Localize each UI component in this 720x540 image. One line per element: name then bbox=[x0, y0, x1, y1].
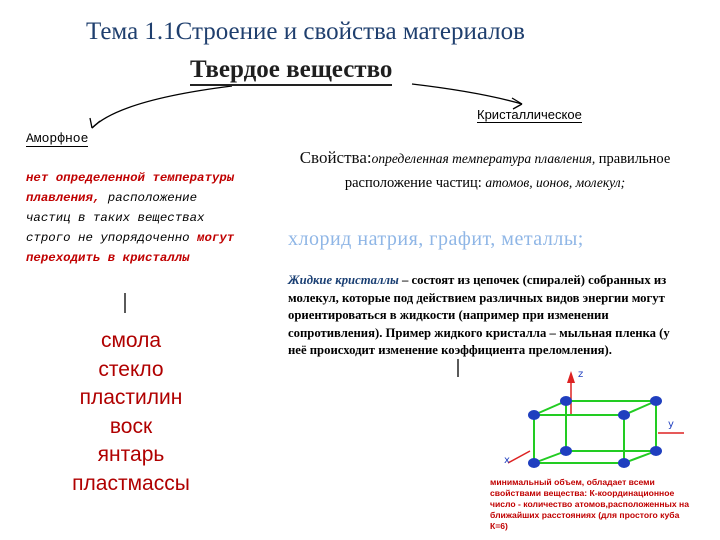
amorphous-examples bbox=[56, 327, 206, 498]
example-item: воск bbox=[109, 414, 153, 438]
axis-z-label: z bbox=[578, 369, 584, 380]
amorphous-arrangement: расположение частиц в таких веществах строго не упорядоченно bbox=[26, 191, 205, 245]
example-item: смола bbox=[100, 329, 162, 352]
axis-z-arrowhead bbox=[567, 371, 575, 383]
crystalline-label: Кристаллическое bbox=[477, 107, 582, 122]
figure-caption: минимальный объем, обладает всеми свойствами вещества: К-координационное число - количество атомов,расположенных на ближайших расстояниях (для простого куба К=6) bbox=[490, 477, 690, 531]
amorphous-description bbox=[26, 168, 236, 268]
liquid-crystals-text bbox=[288, 272, 688, 360]
example-item: пластмассы bbox=[72, 471, 190, 495]
cube-front-face bbox=[534, 415, 624, 463]
atom-node bbox=[560, 396, 572, 406]
properties-particles: атомов, ионов, молекул; bbox=[485, 175, 626, 190]
amorphous-label: Аморфное bbox=[26, 131, 89, 146]
arrow-to-amorphous bbox=[92, 86, 232, 128]
liquid-crystals-description: – состоят из цепочек (спиралей) собранных из молекул, которые под действием различных видов энергии могут ориентироваться в жидкости (например при изменении сопротивления). Пример жидкого кристалла – мыльная пленка (у неё происходит изменение коэффициента преломления). bbox=[288, 273, 670, 357]
atom-node bbox=[650, 446, 662, 456]
example-item: пластилин bbox=[79, 386, 183, 409]
example-item: стекло bbox=[98, 357, 164, 381]
arrow-to-crystalline bbox=[412, 84, 522, 104]
arrow-to-amorphous-head bbox=[90, 118, 100, 128]
properties-heading: Свойства: bbox=[299, 148, 372, 167]
cube-back-face bbox=[566, 401, 656, 451]
page-title: Тема 1.1Строение и свойства материалов bbox=[86, 18, 525, 45]
example-item: янтарь bbox=[97, 443, 165, 466]
axis-x-line bbox=[508, 451, 530, 463]
properties-melting: определенная температура плавления, bbox=[371, 151, 596, 166]
properties-arrangement: правильное расположение частиц: bbox=[344, 151, 671, 191]
atom-node bbox=[618, 458, 630, 468]
axis-y-label: y bbox=[668, 419, 674, 430]
axis-x-label: x bbox=[504, 455, 510, 466]
page-subtitle: Твердое вещество bbox=[190, 56, 392, 86]
atom-node bbox=[650, 396, 662, 406]
amorphous-crystallize: могут переходить в кристаллы bbox=[26, 231, 235, 265]
crystalline-examples: хлорид натрия, графит, металлы; bbox=[288, 228, 584, 250]
atom-node bbox=[560, 446, 572, 456]
atom-node bbox=[528, 410, 540, 420]
crystalline-properties bbox=[285, 146, 685, 195]
amorphous-no-melting-point: нет определенной температуры плавления, bbox=[26, 171, 235, 205]
atom-node bbox=[618, 410, 630, 420]
atom-node bbox=[528, 458, 540, 468]
liquid-crystals-term: Жидкие кристаллы bbox=[288, 273, 399, 287]
